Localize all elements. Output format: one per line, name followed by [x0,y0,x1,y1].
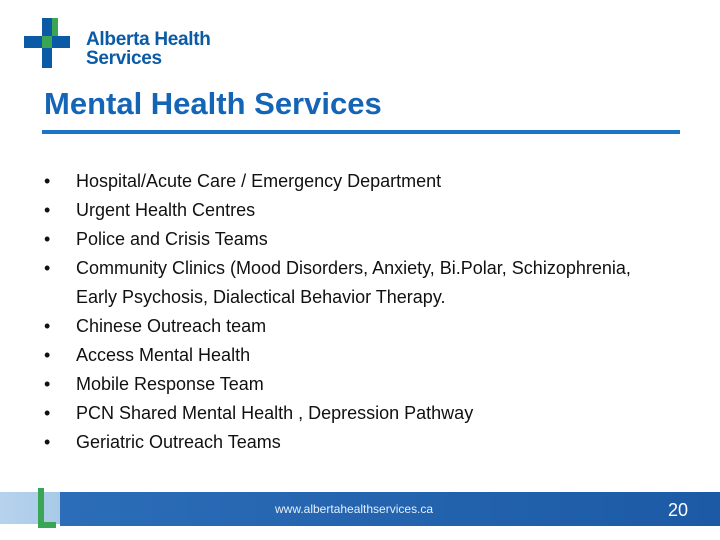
logo-line-2: Services [86,48,162,69]
bullet-icon: • [44,345,51,365]
bullet-list [44,167,664,457]
ahs-cross-logo-icon [24,18,80,72]
list-item: • Geriatric Outreach Teams [44,428,664,457]
list-item: • Urgent Health Centres [44,196,664,225]
logo-wordmark [86,30,211,68]
bullet-icon: • [44,258,51,278]
bullet-icon: • [44,171,51,191]
bullet-icon: • [44,200,51,220]
title-underline [42,130,680,134]
list-item: • PCN Shared Mental Health , Depression Pathway [44,399,664,428]
list-item: • Community Clinics (Mood Disorders, Anxiety, Bi.Polar, Schizophrenia, Early Psychosis, Dialectical Behavior Therapy. [44,254,664,312]
ahs-logo [24,18,214,72]
list-item: • Police and Crisis Teams [44,225,664,254]
list-item: • Chinese Outreach team [44,312,664,341]
bullet-icon: • [44,229,51,249]
page-number: 20 [667,500,688,520]
logo-line-1: Alberta Health [86,29,211,50]
list-item: • Hospital/Acute Care / Emergency Department [44,167,664,196]
bullet-icon: • [44,403,51,423]
bullet-icon: • [44,432,51,452]
list-item: • Mobile Response Team [44,370,664,399]
bullet-icon: • [44,316,51,336]
bullet-icon: • [44,374,51,394]
footer-url[interactable]: www.albertahealthservices.ca [275,502,434,516]
slide-title: Mental Health Services [44,86,382,121]
footer-bracket-icon [36,488,58,528]
list-item: • Access Mental Health [44,341,664,370]
